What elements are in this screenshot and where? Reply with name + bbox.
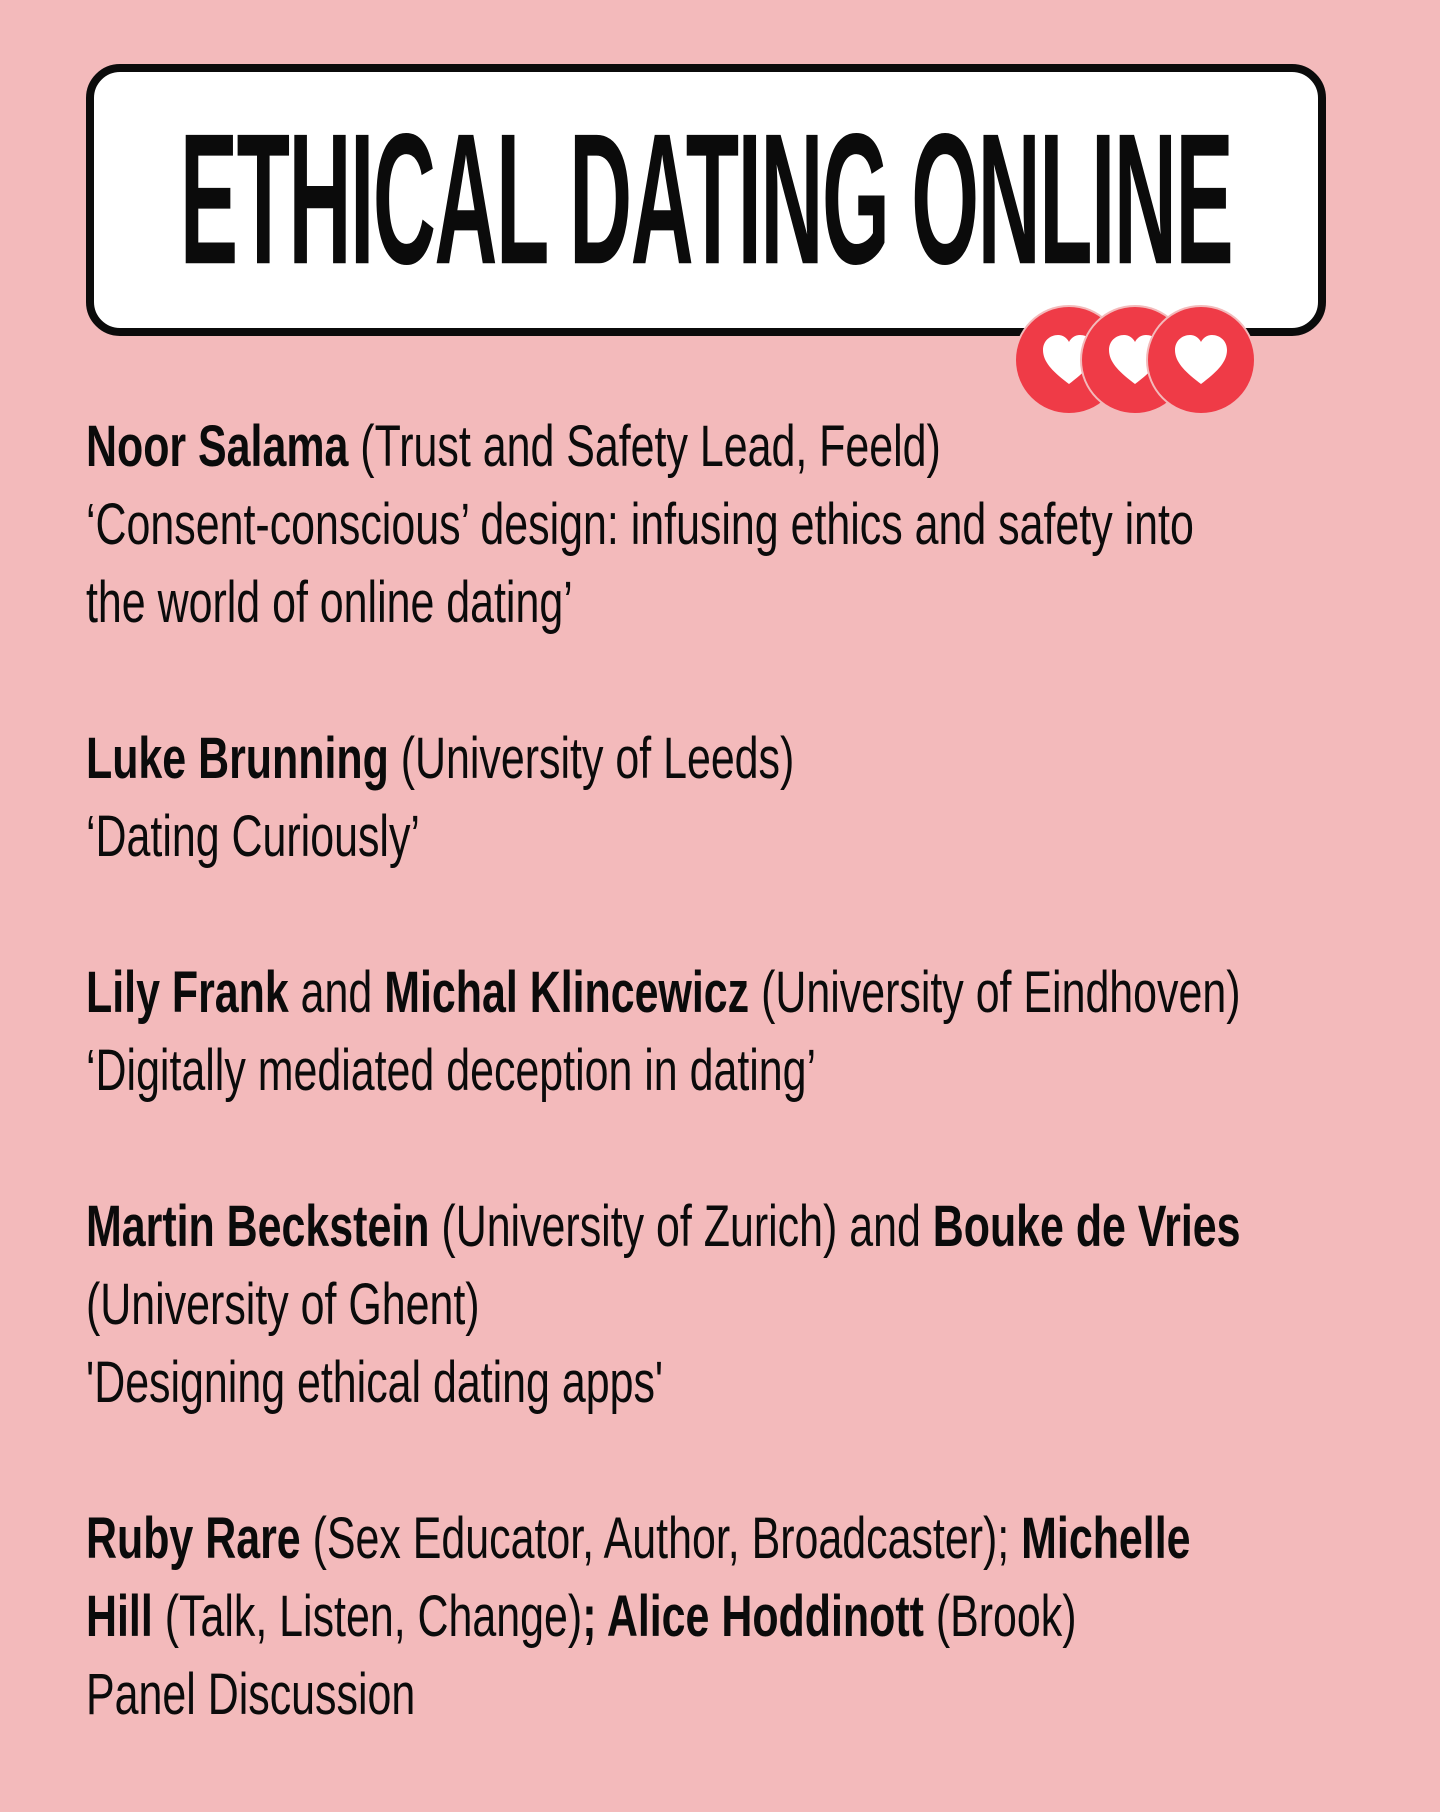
speaker-line xyxy=(86,408,1344,486)
speaker-affiliation: (Talk, Listen, Change) xyxy=(152,1584,583,1649)
speaker-affiliation: (University of Leeds) xyxy=(388,726,795,791)
speaker-name: Michelle xyxy=(1021,1506,1191,1571)
speaker-name: Ruby Rare xyxy=(86,1506,301,1571)
speaker-list xyxy=(86,408,1366,1812)
speaker-line xyxy=(86,1578,1344,1656)
speaker-affiliation-line: (University of Ghent) xyxy=(86,1272,480,1337)
joiner-text: and xyxy=(288,960,385,1025)
heart-bubble xyxy=(1148,307,1254,413)
speaker-name: Lily Frank xyxy=(86,960,289,1025)
speaker-name: Bouke de Vries xyxy=(932,1194,1241,1259)
speaker-name: Alice Hoddinott xyxy=(606,1584,924,1649)
speaker-affiliation: (Sex Educator, Author, Broadcaster); xyxy=(300,1506,1022,1571)
speaker-line xyxy=(86,954,1344,1032)
speaker-entry xyxy=(86,1188,1366,1422)
separator-text: ; xyxy=(582,1584,607,1649)
talk-title: Panel Discussion xyxy=(86,1662,416,1727)
speaker-entry xyxy=(86,954,1366,1110)
speaker-name: Hill xyxy=(86,1584,153,1649)
hearts-badge xyxy=(1016,307,1254,413)
speaker-affiliation: (Brook) xyxy=(923,1584,1077,1649)
talk-title: ‘Consent-conscious’ design: infusing ethics and safety into xyxy=(86,492,1194,557)
talk-title: ‘Dating Curiously’ xyxy=(86,804,420,869)
speaker-name: Michal Klincewicz xyxy=(384,960,750,1025)
speaker-name: Martin Beckstein xyxy=(86,1194,430,1259)
talk-title: 'Designing ethical dating apps' xyxy=(86,1350,664,1415)
speaker-affiliation: (University of Zurich) and xyxy=(429,1194,933,1259)
heart-icon xyxy=(1173,334,1229,386)
speaker-affiliation: (University of Eindhoven) xyxy=(749,960,1241,1025)
speaker-name: Noor Salama xyxy=(86,414,349,479)
speaker-affiliation: (Trust and Safety Lead, Feeld) xyxy=(348,414,941,479)
talk-title-continued: the world of online dating’ xyxy=(86,570,573,635)
speaker-entry xyxy=(86,1500,1366,1734)
page-title: ETHICAL DATING ONLINE xyxy=(179,95,1233,305)
speaker-entry xyxy=(86,720,1366,876)
title-box xyxy=(86,64,1326,336)
speaker-line xyxy=(86,1500,1344,1578)
speaker-line xyxy=(86,1188,1344,1266)
speaker-name: Luke Brunning xyxy=(86,726,389,791)
speaker-line xyxy=(86,720,1344,798)
speaker-entry xyxy=(86,408,1366,642)
talk-title: ‘Digitally mediated deception in dating’ xyxy=(86,1038,817,1103)
